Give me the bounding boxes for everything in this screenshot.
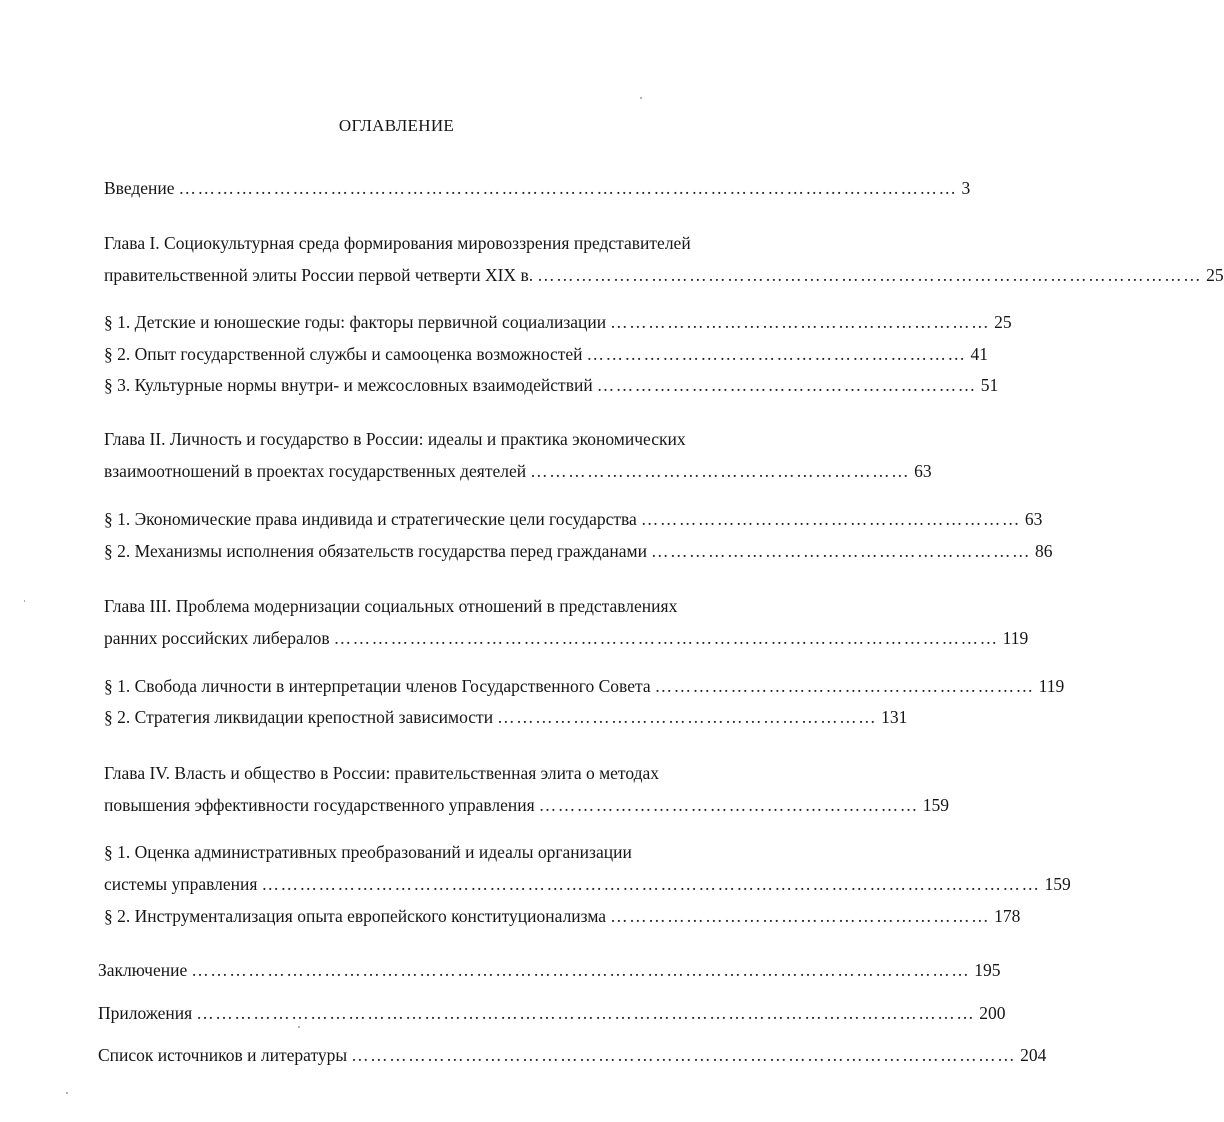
toc-entry-label: § 1. Экономические права индивида и стратегические цели государства — [104, 509, 637, 529]
toc-page-number: 86 — [1034, 541, 1053, 561]
toc-entry-label: правительственной элиты России первой четверти XIX в. — [104, 265, 534, 285]
toc-entry-section[interactable] — [104, 374, 999, 396]
toc-entry-conclusion[interactable] — [98, 959, 1001, 981]
toc-page-number: 25 — [994, 312, 1012, 332]
dot-leader: …………………………………………………… — [497, 707, 878, 727]
dot-leader: …………………………………………………… — [650, 541, 1031, 561]
toc-entry-section[interactable] — [104, 540, 1053, 562]
toc-entry-label: Список источников и литературы — [98, 1045, 348, 1065]
toc-entry-label: Приложения — [98, 1003, 193, 1023]
dot-leader: …………………………………………………… — [610, 906, 991, 926]
toc-entry-chapter-1[interactable] — [104, 264, 1224, 286]
toc-entry-label: § 1. Детские и юношеские годы: факторы первичной социализации — [104, 312, 607, 332]
toc-entry-chapter-3[interactable] — [104, 627, 1029, 649]
chapter-4-heading[interactable]: Глава IV. Власть и общество в России: правительственная элита о методах — [104, 763, 660, 783]
toc-entry-chapter-4[interactable] — [104, 794, 949, 816]
dot-leader: …………………………………………………………………………………………… — [333, 628, 999, 648]
dot-leader: …………………………………………………… — [586, 344, 967, 364]
toc-entry-label: § 1. Свобода личности в интерпретации членов Государственного Совета — [104, 676, 651, 696]
toc-entry-label: повышения эффективности государственного управления — [104, 795, 535, 815]
toc-entry-label: § 3. Культурные нормы внутри- и межсословных взаимодействий — [104, 375, 593, 395]
toc-entry-label: § 2. Инструментализация опыта европейского конституционализма — [104, 906, 607, 926]
scan-speck — [298, 1026, 300, 1028]
dot-leader: …………………………………………………… — [530, 461, 911, 481]
dot-leader: …………………………………………………… — [654, 676, 1035, 696]
toc-entry-section[interactable] — [104, 343, 988, 365]
scan-speck — [640, 97, 642, 99]
toc-entry-section[interactable] — [104, 905, 1021, 927]
toc-page-number: 119 — [1002, 628, 1029, 648]
toc-entry-label: взаимоотношений в проектах государственных деятелей — [104, 461, 527, 481]
dot-leader: …………………………………………………… — [640, 509, 1021, 529]
chapter-3-heading[interactable]: Глава III. Проблема модернизации социальных отношений в представлениях — [104, 596, 678, 616]
toc-page-number: 131 — [881, 707, 908, 727]
toc-page-number: 195 — [974, 960, 1001, 980]
toc-entry-label: § 2. Механизмы исполнения обязательств государства перед гражданами — [104, 541, 647, 561]
toc-entry-section[interactable] — [104, 873, 1071, 895]
dot-leader: …………………………………………………………………………………………… — [537, 265, 1203, 285]
toc-entry-section[interactable] — [104, 706, 908, 728]
toc-page-number: 63 — [1024, 509, 1043, 529]
section-heading[interactable]: § 1. Оценка административных преобразований и идеалы организации — [104, 842, 632, 862]
dot-leader: …………………………………………………………………………………………………………… — [191, 960, 971, 980]
dot-leader: …………………………………………………………………………………………………………… — [196, 1003, 976, 1023]
toc-page-number: 25 — [1206, 265, 1224, 285]
dot-leader: …………………………………………………………………………………………………………… — [178, 178, 958, 198]
toc-page-number: 51 — [980, 375, 999, 395]
toc-entry-appendix[interactable] — [98, 1002, 1006, 1024]
dot-leader: …………………………………………………… — [538, 795, 919, 815]
page-title: ОГЛАВЛЕНИЕ — [338, 116, 455, 135]
dot-leader: …………………………………………………………………………………………………………… — [261, 874, 1041, 894]
scan-speck — [66, 1092, 68, 1094]
toc-entry-sources[interactable] — [98, 1044, 1047, 1066]
toc-page-number: 119 — [1038, 676, 1065, 696]
toc-page-number: 159 — [922, 795, 949, 815]
dot-leader: …………………………………………………… — [610, 312, 991, 332]
scan-speck — [24, 600, 25, 602]
chapter-1-heading[interactable]: Глава I. Социокультурная среда формирования мировоззрения представителей — [104, 233, 691, 253]
toc-page-number: 178 — [994, 906, 1021, 926]
toc-entry-label: Введение — [104, 178, 175, 198]
toc-entry-label: § 2. Опыт государственной службы и самооценка возможностей — [104, 344, 583, 364]
toc-entry-section[interactable] — [104, 508, 1043, 530]
toc-page-number: 3 — [961, 178, 971, 198]
toc-entry-label: Заключение — [98, 960, 188, 980]
toc-page-number: 41 — [970, 344, 988, 364]
toc-page-number: 159 — [1044, 874, 1071, 894]
toc-page-number: 204 — [1020, 1045, 1047, 1065]
toc-entry-section[interactable] — [104, 675, 1065, 697]
chapter-2-heading[interactable]: Глава II. Личность и государство в России: идеалы и практика экономических — [104, 429, 686, 449]
toc-page-number: 63 — [914, 461, 932, 481]
dot-leader: …………………………………………………………………………………………… — [351, 1045, 1017, 1065]
toc-entry-intro[interactable] — [104, 177, 971, 199]
toc-page-number: 200 — [979, 1003, 1006, 1023]
toc-entry-chapter-2[interactable] — [104, 460, 932, 482]
dot-leader: …………………………………………………… — [596, 375, 977, 395]
toc-entry-section[interactable] — [104, 311, 1012, 333]
toc-entry-label: § 2. Стратегия ликвидации крепостной зависимости — [104, 707, 494, 727]
toc-entry-label: системы управления — [104, 874, 258, 894]
toc-entry-label: ранних российских либералов — [104, 628, 330, 648]
